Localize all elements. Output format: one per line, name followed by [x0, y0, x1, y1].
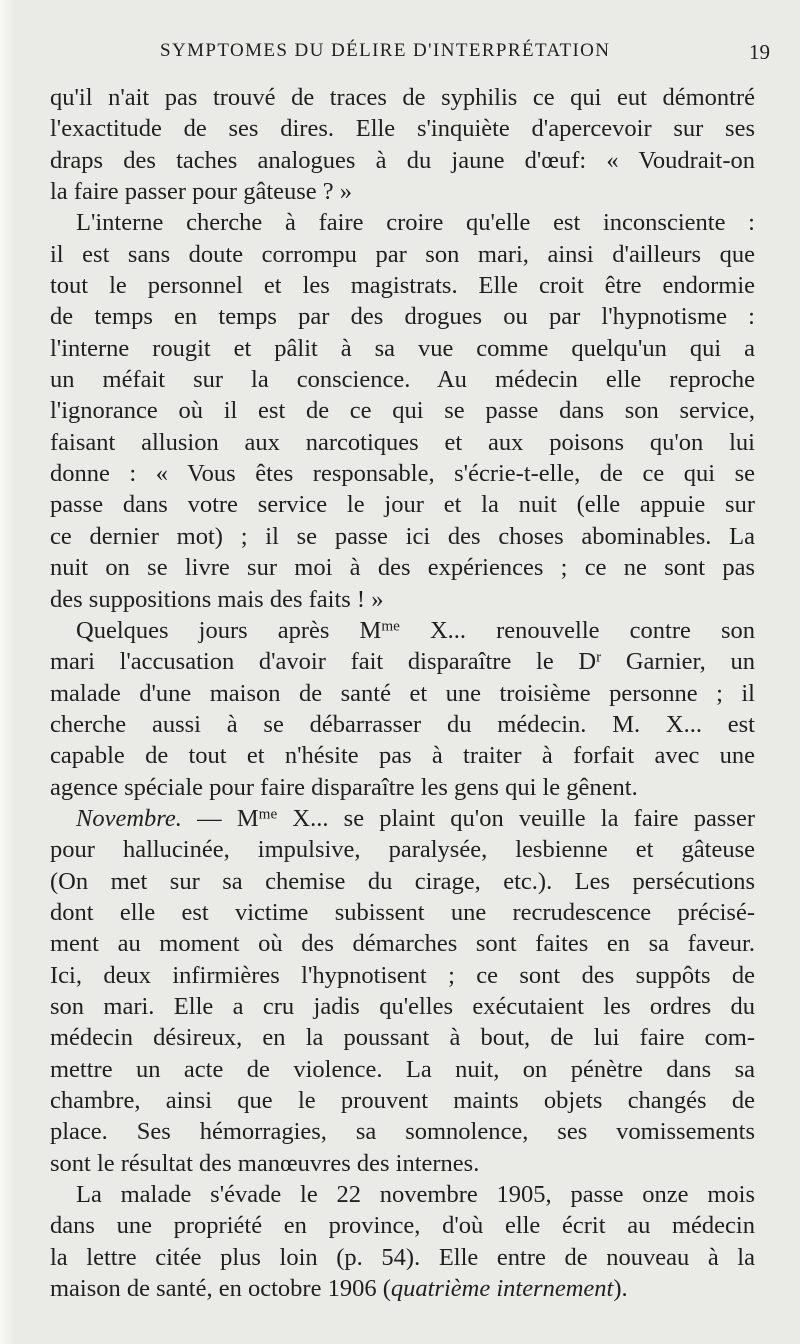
text-line — [50, 709, 755, 740]
body-text — [50, 82, 755, 1304]
text-segment: mari l'accusation d'avoir fait disparaître le D — [50, 648, 597, 676]
text-line — [50, 82, 755, 113]
italic-text: quatrième internement — [390, 1275, 614, 1303]
text-segment: la faire passer pour gâteuse ? » — [50, 178, 353, 206]
text-segment: agence spéciale pour faire disparaître les gens qui le gênent. — [50, 773, 638, 801]
text-line — [50, 521, 755, 552]
text-segment: — M — [181, 804, 259, 832]
text-segment: L'interne cherche à faire croire qu'elle est inconsciente : — [76, 209, 755, 237]
text-segment: passe dans votre service le jour et la nuit (elle appuie sur — [50, 491, 755, 519]
text-segment: sont le résultat des manœuvres des internes. — [50, 1149, 480, 1177]
text-line — [50, 489, 755, 520]
text-line — [50, 207, 755, 238]
text-segment: malade d'une maison de santé et une troisième personne ; il — [50, 679, 755, 707]
text-line — [50, 395, 755, 426]
text-segment: faisant allusion aux narcotiques et aux poisons qu'on lui — [50, 428, 755, 456]
text-line — [50, 834, 755, 865]
text-segment: chambre, ainsi que le prouvent maints objets changés de — [50, 1087, 755, 1114]
text-line — [50, 364, 755, 395]
text-segment: tout le personnel et les magistrats. Elle croit être endormie — [50, 272, 755, 300]
text-line — [50, 866, 755, 897]
text-line — [50, 1116, 755, 1147]
text-segment: l'exactitude de ses dires. Elle s'inquiète d'apercevoir sur ses — [50, 115, 755, 143]
text-line — [50, 427, 755, 458]
text-segment: son mari. Elle a cru jadis qu'elles exécutaient les ordres du — [50, 992, 755, 1020]
text-line — [50, 991, 755, 1022]
text-segment: l'ignorance où il est de ce qui se passe dans son service, — [50, 397, 755, 425]
superscript: me — [258, 805, 278, 823]
text-line — [50, 960, 755, 991]
text-segment: l'interne rougit et pâlit à sa vue comme quelqu'un qui a — [50, 334, 755, 362]
text-line — [50, 740, 755, 771]
text-line — [50, 333, 755, 364]
running-title: SYMPTOMES DU DÉLIRE D'INTERPRÉTATION — [160, 40, 611, 61]
text-line — [50, 552, 755, 583]
superscript: me — [381, 617, 400, 635]
running-header — [50, 40, 770, 70]
text-segment: pour hallucinée, impulsive, paralysée, lesbienne et gâteuse — [50, 836, 755, 864]
text-line — [50, 1022, 755, 1053]
text-segment: dans une propriété en province, d'où elle écrit au médecin — [50, 1212, 755, 1240]
text-segment: capable de tout et n'hésite pas à traiter à forfait avec une — [50, 742, 755, 770]
text-line — [50, 145, 755, 176]
text-segment: Garnier, un — [601, 648, 755, 676]
text-segment: ce dernier mot) ; il se passe ici des choses abominables. La — [50, 522, 755, 550]
text-segment: médecin désireux, en la poussant à bout, de lui faire com- — [50, 1024, 755, 1052]
page-binding-edge — [0, 0, 14, 1344]
italic-text: Novembre. — [76, 804, 182, 832]
text-line — [50, 584, 755, 615]
text-segment: (On met sur sa chemise du cirage, etc.). Les persécutions — [50, 867, 755, 895]
text-segment: X... renouvelle contre son — [399, 616, 755, 644]
text-segment: Quelques jours après M — [76, 616, 382, 644]
text-line — [50, 1210, 755, 1241]
text-line — [50, 1273, 755, 1304]
text-line — [50, 772, 755, 803]
text-line — [50, 1054, 755, 1085]
text-segment: donne : « Vous êtes responsable, s'écrie-t-elle, de ce qui se — [50, 460, 755, 488]
text-line — [50, 1148, 755, 1179]
text-line — [50, 803, 755, 834]
text-segment: ment au moment où des démarches sont faites en sa faveur. — [50, 930, 755, 958]
text-line — [50, 615, 755, 646]
text-line — [50, 176, 755, 207]
text-line — [50, 458, 755, 489]
text-line — [50, 928, 755, 959]
text-segment: nuit on se livre sur moi à des expériences ; ce ne sont pas — [50, 554, 755, 582]
text-line — [50, 301, 755, 332]
text-line — [50, 678, 755, 709]
text-segment: Ici, deux infirmières l'hypnotisent ; ce sont des suppôts de — [50, 961, 755, 989]
text-line — [50, 1179, 755, 1210]
text-segment: des suppositions mais des faits ! » — [50, 585, 384, 613]
text-segment: de temps en temps par des drogues ou par l'hypnotisme : — [50, 303, 755, 331]
text-line — [50, 270, 755, 301]
text-line — [50, 1085, 755, 1116]
text-segment: cherche aussi à se débarrasser du médecin. M. X... est — [50, 710, 755, 738]
text-segment: mettre un acte de violence. La nuit, on pénètre dans sa — [50, 1055, 755, 1083]
text-segment: La malade s'évade le 22 novembre 1905, passe onze mois — [76, 1181, 755, 1209]
text-line — [50, 1242, 755, 1273]
text-segment: X... se plaint qu'on veuille la faire passer — [277, 804, 755, 832]
superscript: r — [596, 648, 602, 666]
text-segment: maison de santé, en octobre 1906 ( — [50, 1275, 391, 1303]
text-segment: draps des taches analogues à du jaune d'œuf: « Voudrait-on — [50, 146, 755, 174]
text-line — [50, 113, 755, 144]
text-segment: place. Ses hémorragies, sa somnolence, ses vomissements — [50, 1118, 755, 1146]
text-segment: dont elle est victime subissent une recrudescence précisé- — [50, 898, 755, 926]
text-segment: il est sans doute corrompu par son mari, ainsi d'ailleurs que — [50, 240, 755, 268]
text-segment: ). — [613, 1275, 628, 1303]
text-line — [50, 239, 755, 270]
text-segment: un méfait sur la conscience. Au médecin elle reproche — [50, 366, 755, 394]
text-segment: qu'il n'ait pas trouvé de traces de syphilis ce qui eut démontré — [50, 84, 755, 111]
text-line — [50, 897, 755, 928]
page-number: 19 — [749, 40, 770, 64]
text-segment: la lettre citée plus loin (p. 54). Elle entre de nouveau à la — [50, 1243, 755, 1271]
text-line — [50, 646, 755, 677]
